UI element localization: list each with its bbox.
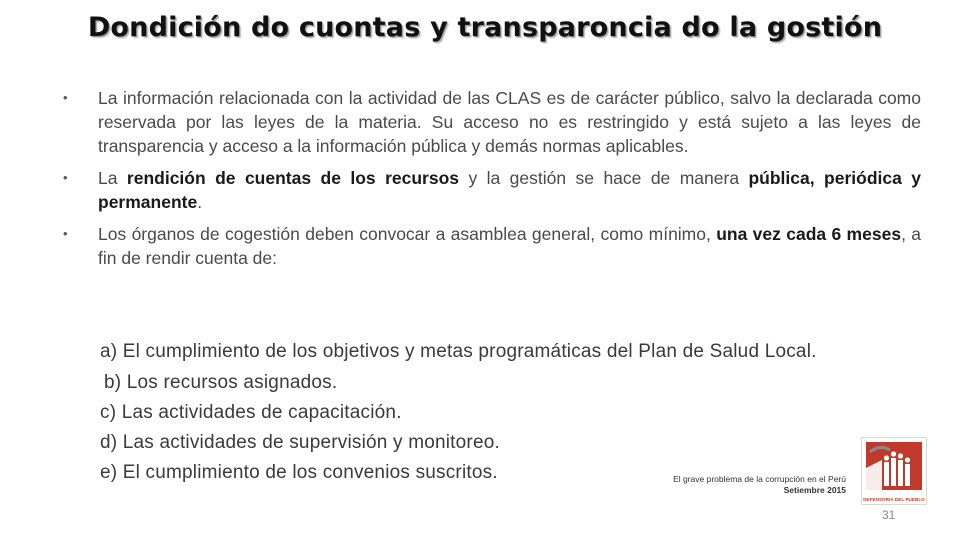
defensoria-logo <box>861 437 927 505</box>
bullet-text-segment: La <box>98 168 127 188</box>
bullet-icon: • <box>63 170 68 185</box>
slide-title: Dondición do cuontas y transparoncia do la gostión <box>87 12 883 43</box>
logo-emblem-icon <box>862 438 926 494</box>
bullet-item <box>63 86 921 158</box>
page-number: 31 <box>882 508 896 522</box>
report-date: Setiembre 2015 <box>783 485 846 495</box>
bullet-text <box>98 168 921 212</box>
bullet-item <box>63 166 921 214</box>
report-title: El grave problema de la corrupción en el Perú <box>673 474 846 484</box>
logo-text: DEFENSORÍA DEL PUEBLO <box>863 497 925 502</box>
bullet-text-segment: La información relacionada con la actividad de las CLAS es de carácter público, salvo la declarada como reservada por las leyes de la materia. Su acceso no es restringido y está sujeto a las leyes de transparencia y acceso a la información pública y demás normas aplicables. <box>98 88 921 156</box>
bullet-icon: • <box>63 226 68 241</box>
bullet-item <box>63 222 921 270</box>
emphasized-text: rendición de cuentas de los recursos <box>126 168 460 188</box>
bullet-text-segment: Los órganos de cogestión deben convocar a asamblea general, como mínimo, <box>98 224 717 244</box>
list-item-c: c) Las actividades de capacitación. <box>100 402 402 423</box>
list-item-a: a) El cumplimiento de los objetivos y metas programáticas del Plan de Salud Local. <box>100 341 817 362</box>
bullet-text-segment: , a fin de rendir cuenta de: <box>98 224 922 268</box>
bullet-text-segment: . <box>197 192 203 212</box>
bullet-icon: • <box>63 90 68 105</box>
bullet-text <box>98 224 921 268</box>
list-item-b: b) Los recursos asignados. <box>104 372 338 393</box>
bullet-text-segment: y la gestión se hace de manera <box>459 168 749 188</box>
list-item-d: d) Las actividades de supervisión y monitoreo. <box>100 432 500 453</box>
list-item-e: e) El cumplimiento de los convenios suscritos. <box>100 462 498 483</box>
emphasized-text: pública, periódica y permanente <box>98 168 921 212</box>
footer-caption <box>673 474 846 496</box>
bullet-text <box>98 88 921 156</box>
emphasized-text: una vez cada 6 meses <box>716 224 902 244</box>
bullet-list <box>63 86 921 278</box>
